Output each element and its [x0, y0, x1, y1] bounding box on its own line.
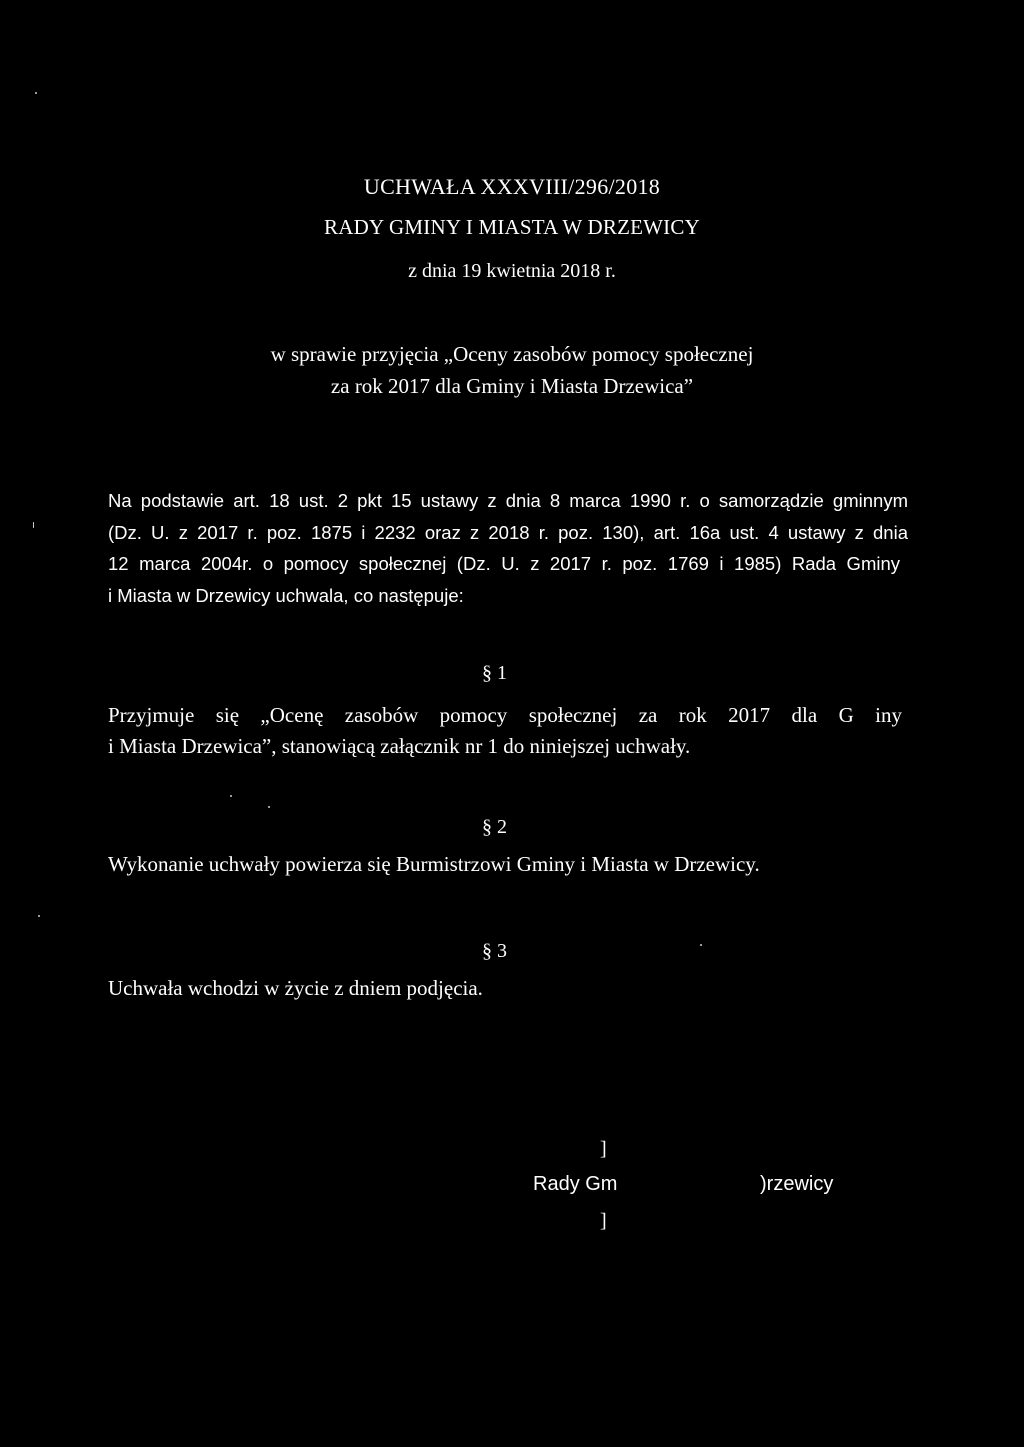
- scan-speck: [230, 795, 232, 797]
- section-2-mark: § 2: [482, 816, 507, 838]
- resolution-date: z dnia 19 kwietnia 2018 r.: [408, 260, 616, 282]
- signature-left-fragment: Rady Gm: [533, 1173, 618, 1195]
- scan-speck: [700, 944, 702, 946]
- issuer-name: RADY GMINY I MIASTA W DRZEWICY: [324, 215, 700, 239]
- signature-right-fragment: )rzewicy: [760, 1173, 834, 1195]
- signature-top-fragment: ]: [600, 1138, 607, 1160]
- signature-bottom-fragment: ]: [600, 1210, 607, 1232]
- legal-basis-line: i Miasta w Drzewicy uchwala, co następuje:: [108, 584, 464, 606]
- legal-basis-line: Na podstawie art. 18 ust. 2 pkt 15 ustawy z dnia 8 marca 1990 r. o samorządzie gminnym: [108, 490, 908, 511]
- legal-basis: [108, 485, 908, 611]
- scan-speck: [268, 806, 270, 808]
- scan-speck: [38, 915, 40, 917]
- legal-basis-line: 12 marca 2004r. o pomocy społecznej (Dz. U. z 2017 r. poz. 1769 i 1985) Rada Gminy: [108, 553, 900, 574]
- scan-speck: [35, 92, 37, 94]
- subject-line-1: w sprawie przyjęcia „Oceny zasobów pomocy społecznej: [270, 342, 754, 366]
- section-1-mark: § 1: [482, 662, 507, 684]
- section-1-line-1: Przyjmuje się „Ocenę zasobów pomocy społecznej za rok 2017 dla G iny: [108, 703, 902, 727]
- scan-speck: [33, 522, 34, 528]
- resolution-title: UCHWAŁA XXXVIII/296/2018: [363, 174, 661, 199]
- section-2-line-1: Wykonanie uchwały powierza się Burmistrzowi Gminy i Miasta w Drzewicy.: [108, 852, 760, 876]
- section-1-line-2: i Miasta Drzewica”, stanowiącą załącznik nr 1 do niniejszej uchwały.: [108, 734, 691, 758]
- subject-line-2: za rok 2017 dla Gminy i Miasta Drzewica”: [330, 374, 694, 398]
- section-3-mark: § 3: [482, 940, 507, 962]
- legal-basis-line: (Dz. U. z 2017 r. poz. 1875 i 2232 oraz z 2018 r. poz. 130), art. 16a ust. 4 ustawy z dnia: [108, 521, 908, 543]
- section-3-line-1: Uchwała wchodzi w życie z dniem podjęcia.: [108, 976, 483, 1000]
